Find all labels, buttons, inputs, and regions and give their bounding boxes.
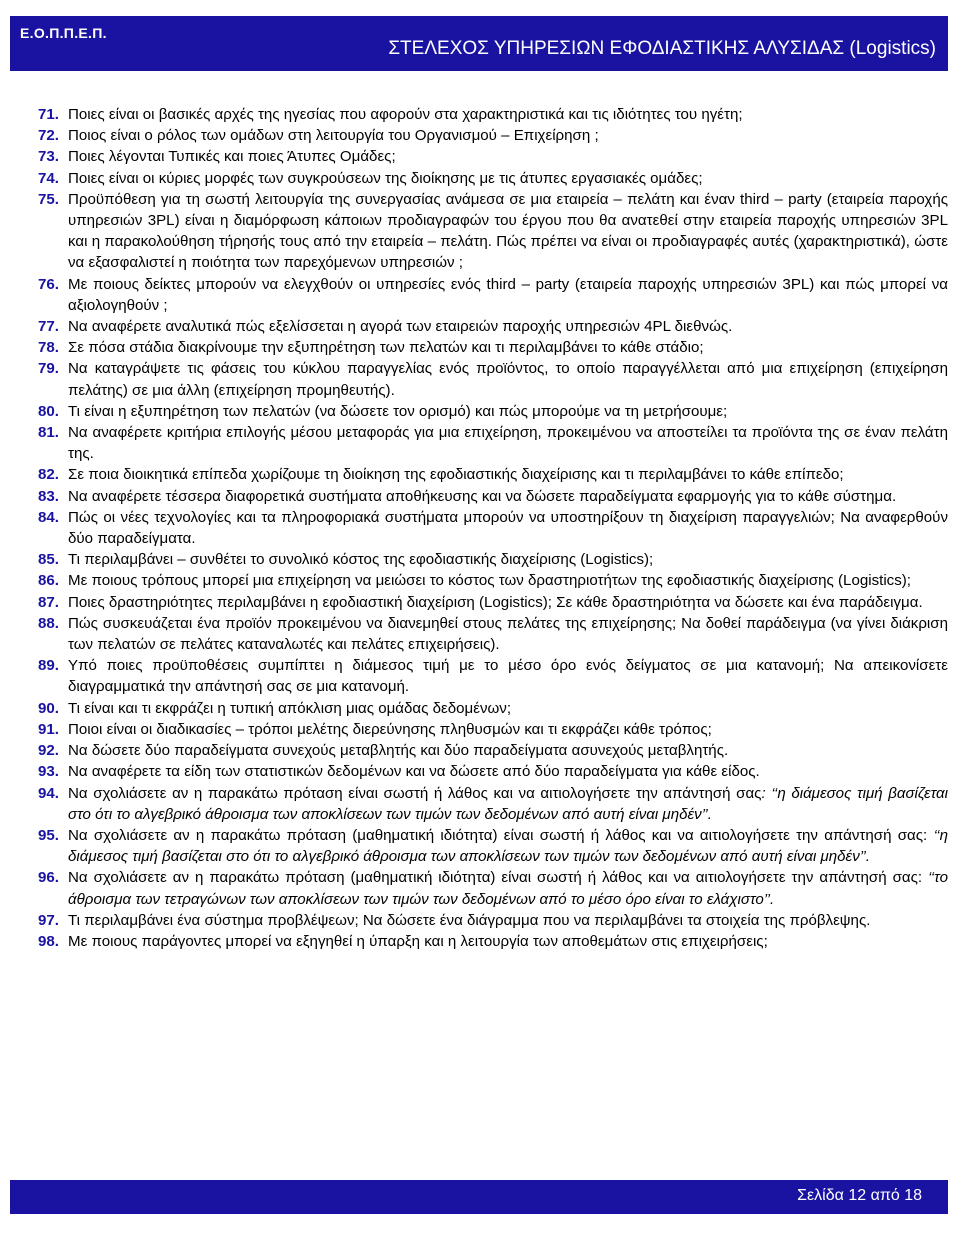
question-number: 77. [38,318,59,336]
question-text [68,337,948,358]
question-text [68,104,948,125]
question-text [68,464,948,485]
question-number: 96. [38,869,59,887]
question-number: 76. [38,275,59,293]
question-item [38,274,948,316]
question-text [68,825,948,867]
question-text [68,422,948,464]
question-item [38,146,948,167]
question-item [38,910,948,931]
question-text [68,719,948,740]
question-item [38,592,948,613]
question-number: 87. [38,593,59,611]
question-text [68,931,948,952]
organization-name: Ε.Ο.Π.Π.Ε.Π. [20,25,107,41]
question-number: 95. [38,826,59,844]
question-text [68,783,948,825]
question-text [68,125,948,146]
question-text [68,867,948,909]
question-number: 85. [38,551,59,569]
question-item [38,189,948,274]
page-header [10,16,948,71]
question-text-plain: Να σχολιάσετε αν η παρακάτω πρόταση είναι σωστή ή λάθος και να αιτιολογήσετε την απάντησή σας [68,784,762,802]
question-number: 84. [38,508,59,526]
question-number: 88. [38,614,59,632]
question-text-plain: Με ποιους παράγοντες μπορεί να εξηγηθεί η ύπαρξη και η λειτουργία των αποθεμάτων στις επιχειρήσεις; [68,932,768,950]
question-list [38,104,948,952]
question-number: 82. [38,466,59,484]
question-item [38,486,948,507]
question-number: 91. [38,720,59,738]
question-text [68,549,948,570]
question-number: 75. [38,190,59,208]
question-text [68,761,948,782]
question-text-plain: Τι περιλαμβάνει – συνθέτει το συνολικό κόστος της εφοδιαστικής διαχείρισης (Logistics); [68,551,654,569]
question-number: 81. [38,424,59,442]
question-item [38,104,948,125]
question-item [38,549,948,570]
question-text-plain: Τι είναι και τι εκφράζει η τυπική απόκλιση μιας ομάδας δεδομένων; [68,699,512,717]
question-item [38,719,948,740]
question-item [38,613,948,655]
question-text [68,189,948,274]
question-text [68,274,948,316]
question-text [68,168,948,189]
question-item [38,316,948,337]
question-text-plain: Τι περιλαμβάνει ένα σύστημα προβλέψεων; Να δώσετε ένα διάγραμμα που να περιλαμβάνει τα στοιχεία της πρόβλεψης. [68,911,871,929]
page-footer [10,1180,948,1214]
question-text-plain: Ποιες είναι οι βασικές αρχές της ηγεσίας που αφορούν στα χαρακτηριστικά και τις ιδιότητες του ηγέτη; [68,106,743,123]
question-text-plain: Να αναφέρετε αναλυτικά πώς εξελίσσεται η αγορά των εταιρειών παροχής υπηρεσιών 4PL διεθνώς. [68,318,733,336]
question-text [68,613,948,655]
document-title: ΣΤΕΛΕΧΟΣ ΥΠΗΡΕΣΙΩΝ ΕΦΟΔΙΑΣΤΙΚΗΣ ΑΛΥΣΙΔΑΣ (Logistics) [388,38,936,59]
question-number: 86. [38,572,59,590]
question-text-plain: Ποιες λέγονται Τυπικές και ποιες Άτυπες Ομάδες; [68,148,396,166]
question-number: 83. [38,487,59,505]
question-text-plain: Υπό ποιες προϋποθέσεις συμπίπτει η διάμεσος τιμή με το μέσο όρο ενός δείγματος σε μια κατανομή; Να απεικονίσετε διαγραμματικά την απάντησή σας σε μια κατανομή. [68,657,948,696]
question-number: 93. [38,763,59,781]
question-item [38,570,948,591]
question-text-plain: Ποιοι είναι οι διαδικασίες – τρόποι μελέτης διερεύνησης πληθυσμών και τι εκφράζει κάθε τρόπος; [68,720,712,738]
question-number: 90. [38,699,59,717]
question-text-plain: Ποιος είναι ο ρόλος των ομάδων στη λειτουργία του Οργανισμού – Επιχείρηση ; [68,127,599,145]
question-number: 92. [38,742,59,760]
question-item [38,401,948,422]
question-number: 89. [38,657,59,675]
question-text-plain: Με ποιους τρόπους μπορεί μια επιχείρηση να μειώσει το κόστος των δραστηριοτήτων της εφοδιαστικής διαχείρισης (Logistics); [68,572,911,590]
question-item [38,422,948,464]
question-item [38,337,948,358]
question-number: 72. [38,127,59,145]
question-text [68,507,948,549]
question-number: 79. [38,360,59,378]
question-text [68,910,948,931]
question-number: 78. [38,339,59,357]
question-text-plain: Να σχολιάσετε αν η παρακάτω πρόταση (μαθηματική ιδιότητα) είναι σωστή ή λάθος και να αιτιολογήσετε την απάντησή σας: [68,869,929,887]
question-text-plain: Τι είναι η εξυπηρέτηση των πελατών (να δώσετε τον ορισμό) και πώς μπορούμε να τη μετρήσουμε; [68,402,728,420]
question-item [38,507,948,549]
question-item [38,698,948,719]
question-text-plain: Να δώσετε δύο παραδείγματα συνεχούς μεταβλητής και δύο παραδείγματα ασυνεχούς μεταβλητής. [68,742,729,760]
question-item [38,740,948,761]
question-text [68,570,948,591]
question-number: 94. [38,784,59,802]
question-text [68,698,948,719]
question-item [38,655,948,697]
question-text-plain: Να αναφέρετε τα είδη των στατιστικών δεδομένων και να δώσετε από δύο παραδείγματα για κάθε είδος. [68,763,760,781]
question-text-plain: Πώς οι νέες τεχνολογίες και τα πληροφοριακά συστήματα μπορούν να υποστηρίξουν τη διαχείριση παραγγελιών; Να αναφερθούν δύο παραδείγματα. [68,508,948,548]
question-item [38,464,948,485]
question-text-plain: Με ποιους δείκτες μπορούν να ελεγχθούν οι υπηρεσίες ενός third – party (εταιρεία παροχής υπηρεσιών 3PL) και πώς μπορεί να αξιολογηθούν ; [68,275,948,314]
page-number: Σελίδα 12 από 18 [797,1187,922,1204]
question-text-plain: Πώς συσκευάζεται ένα προϊόν προκειμένου να διανεμηθεί στους πελάτες της επιχείρησης; Να δοθεί παράδειγμα (να γίνει διάκριση των πελατών σε πελάτες καταναλωτές και πελάτες επιχειρήσεις). [68,614,948,654]
question-item [38,125,948,146]
question-number: 74. [38,169,59,187]
question-quoted-statement: ‘‘το άθροισμα των τετραγώνων των αποκλίσεων των τιμών των δεδομένων από το μέσο όρο είναι το ελάχιστο’’. [68,869,948,908]
question-item [38,358,948,400]
question-item [38,825,948,867]
question-item [38,931,948,952]
question-text [68,146,948,167]
question-text-plain: Προϋπόθεση για τη σωστή λειτουργία της συνεργασίας ανάμεσα σε μια εταιρεία – πελάτη και έναν third – party (εταιρεία παροχής υπηρεσιών 3PL) είναι η διαμόρφωση κάποιων προδιαγραφών του έργου που θα ανατεθεί στην εταιρεία παροχής υπηρεσιών 3PL και η παρακολούθηση τήρησής τους από την εταιρεία – πελάτη. Πώς πρέπει να είναι οι προδιαγραφές αυτές (χαρακτηριστικά), ώστε να εξασφαλιστεί η ποιότητα των παρεχόμενων υπηρεσιών ; [68,190,948,272]
question-text-plain: Να καταγράψετε τις φάσεις του κύκλου παραγγελίας ενός προϊόντος, το οποίο παραγγέλλεται από μια επιχείρηση (επιχείρηση πελάτης) σε μια άλλη (επιχείρηση προμηθευτής). [68,360,948,399]
question-item [38,867,948,909]
question-number: 71. [38,106,59,123]
question-text [68,740,948,761]
question-text-plain: Ποιες δραστηριότητες περιλαμβάνει η εφοδιαστική διαχείριση (Logistics); Σε κάθε δραστηριότητα να δώσετε και ένα παράδειγμα. [68,593,923,611]
question-text-plain: Σε πόσα στάδια διακρίνουμε την εξυπηρέτηση των πελατών και τι περιλαμβάνει το κάθε στάδιο; [68,339,704,357]
question-text-plain: Ποιες είναι οι κύριες μορφές των συγκρούσεων της διοίκησης με τις άτυπες εργασιακές ομάδες; [68,169,703,187]
question-text [68,655,948,697]
question-text-plain: Να σχολιάσετε αν η παρακάτω πρόταση (μαθηματική ιδιότητα) είναι σωστή ή λάθος και να αιτιολογήσετε την απάντησή σας: [68,826,934,844]
question-text-plain: Σε ποια διοικητικά επίπεδα χωρίζουμε τη διοίκηση της εφοδιαστικής διαχείρισης και τι περιλαμβάνει το κάθε επίπεδο; [68,466,844,484]
question-item [38,783,948,825]
question-text-plain: Να αναφέρετε κριτήρια επιλογής μέσου μεταφοράς για μια επιχείρηση, προκειμένου να αποστείλει τα προϊόντα της σε έναν πελάτη της. [68,424,948,463]
question-item [38,761,948,782]
question-text [68,401,948,422]
question-text [68,592,948,613]
question-text [68,486,948,507]
question-quoted-statement: ‘‘η διάμεσος τιμή βασίζεται στο ότι το αλγεβρικό άθροισμα των αποκλίσεων των τιμών των δεδομένων από αυτή είναι μηδέν’’. [68,826,948,866]
question-number: 80. [38,402,59,420]
question-number: 97. [38,911,59,929]
question-number: 73. [38,148,59,166]
question-quoted-statement: : ‘‘η διάμεσος τιμή βασίζεται στο ότι το αλγεβρικό άθροισμα των αποκλίσεων των τιμών των δεδομένων από αυτή είναι μηδέν’’. [68,784,948,823]
question-item [38,168,948,189]
question-text-plain: Να αναφέρετε τέσσερα διαφορετικά συστήματα αποθήκευσης και να δώσετε παραδείγματα εφαρμογής για το κάθε σύστημα. [68,487,897,505]
question-text [68,316,948,337]
question-number: 98. [38,932,59,950]
question-text [68,358,948,400]
